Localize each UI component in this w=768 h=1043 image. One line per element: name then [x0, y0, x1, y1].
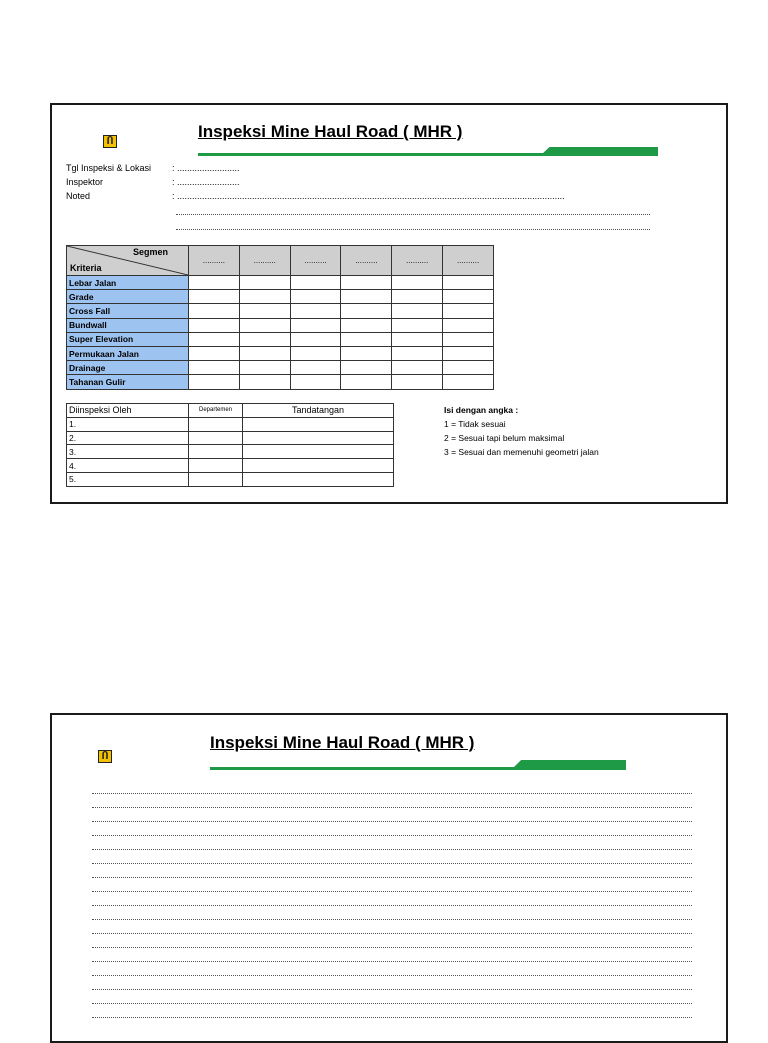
- score-cell[interactable]: [443, 375, 494, 389]
- notes-line[interactable]: [92, 835, 692, 836]
- title-accent-tab: [512, 760, 626, 769]
- score-cell[interactable]: [189, 375, 240, 389]
- table-row: [67, 346, 494, 360]
- table-row: [67, 276, 494, 290]
- form-title: Inspeksi Mine Haul Road ( MHR ): [210, 733, 475, 752]
- header-department: Departemen: [189, 404, 243, 418]
- legend-item: 3 = Sesuai dan memenuhi geometri jalan: [444, 447, 599, 457]
- notes-line[interactable]: [92, 1003, 692, 1004]
- score-cell[interactable]: [392, 304, 443, 318]
- score-cell[interactable]: [239, 361, 290, 375]
- field-label-inspector: Inspektor: [66, 177, 104, 187]
- score-cell[interactable]: [189, 361, 240, 375]
- segment-header[interactable]: ..........: [290, 246, 341, 276]
- score-cell[interactable]: [239, 375, 290, 389]
- segment-header[interactable]: ..........: [392, 246, 443, 276]
- notes-line[interactable]: [92, 1017, 692, 1018]
- notes-line[interactable]: [92, 975, 692, 976]
- inspector-name-cell[interactable]: 3.: [67, 445, 189, 459]
- criteria-label: Tahanan Gulir: [67, 375, 189, 389]
- table-row: [67, 318, 494, 332]
- score-cell[interactable]: [443, 290, 494, 304]
- header-signature: Tandatangan: [243, 404, 394, 418]
- field-label-noted: Noted: [66, 191, 91, 201]
- notes-line[interactable]: [92, 947, 692, 948]
- corner-label-segment: Segmen: [132, 247, 168, 257]
- table-row: [67, 472, 394, 486]
- score-cell[interactable]: [189, 332, 240, 346]
- score-cell[interactable]: [392, 346, 443, 360]
- segment-header[interactable]: ..........: [443, 246, 494, 276]
- score-cell[interactable]: [290, 290, 341, 304]
- score-cell[interactable]: [341, 375, 392, 389]
- signature-cell[interactable]: [243, 459, 394, 473]
- header-inspected-by: Diinspeksi Oleh: [67, 404, 189, 418]
- legend-title: Isi dengan angka :: [444, 405, 519, 415]
- score-cell[interactable]: [239, 304, 290, 318]
- company-logo-icon: Ⴖ: [98, 750, 112, 763]
- table-row: [67, 290, 494, 304]
- score-cell[interactable]: [189, 276, 240, 290]
- segment-header[interactable]: ..........: [189, 246, 240, 276]
- field-label-date-location: Tgl Inspeksi & Lokasi: [66, 163, 152, 173]
- inspector-name-cell[interactable]: 1.: [67, 417, 189, 431]
- notes-line[interactable]: [92, 891, 692, 892]
- score-cell[interactable]: [290, 304, 341, 318]
- notes-line[interactable]: [92, 961, 692, 962]
- notes-form-card: [50, 713, 728, 1043]
- department-cell[interactable]: [189, 431, 243, 445]
- segment-header[interactable]: ..........: [239, 246, 290, 276]
- score-cell[interactable]: [392, 361, 443, 375]
- corner-label-criteria: Kriteria: [70, 263, 102, 273]
- score-cell[interactable]: [443, 276, 494, 290]
- score-cell[interactable]: [290, 332, 341, 346]
- score-cell[interactable]: [392, 332, 443, 346]
- score-cell[interactable]: [341, 318, 392, 332]
- inspector-name-cell[interactable]: 5.: [67, 472, 189, 486]
- field-value-date-location[interactable]: : .........................: [172, 163, 240, 173]
- score-cell[interactable]: [341, 361, 392, 375]
- table-row: [67, 304, 494, 318]
- score-cell[interactable]: [239, 318, 290, 332]
- table-row: [67, 417, 394, 431]
- score-cell[interactable]: [290, 318, 341, 332]
- field-value-noted[interactable]: : ...........................................................................................................................................................: [172, 191, 565, 201]
- legend-item: 1 = Tidak sesuai: [444, 419, 506, 429]
- score-cell[interactable]: [443, 346, 494, 360]
- notes-line[interactable]: [92, 877, 692, 878]
- notes-line[interactable]: [92, 919, 692, 920]
- notes-line[interactable]: [92, 807, 692, 808]
- score-cell[interactable]: [392, 290, 443, 304]
- noted-continuation-line[interactable]: [176, 229, 650, 230]
- score-cell[interactable]: [341, 346, 392, 360]
- inspector-name-cell[interactable]: 2.: [67, 431, 189, 445]
- table-row: [67, 431, 394, 445]
- criteria-label: Permukaan Jalan: [67, 346, 189, 360]
- criteria-label: Bundwall: [67, 318, 189, 332]
- score-cell[interactable]: [392, 318, 443, 332]
- inspection-form-card: [50, 103, 728, 504]
- notes-line[interactable]: [92, 849, 692, 850]
- notes-line[interactable]: [92, 989, 692, 990]
- criteria-label: Lebar Jalan: [67, 276, 189, 290]
- score-cell[interactable]: [341, 290, 392, 304]
- form-title: Inspeksi Mine Haul Road ( MHR ): [198, 122, 463, 141]
- score-cell[interactable]: [443, 304, 494, 318]
- signature-cell[interactable]: [243, 417, 394, 431]
- score-cell[interactable]: [239, 332, 290, 346]
- notes-line[interactable]: [92, 821, 692, 822]
- signature-cell[interactable]: [243, 431, 394, 445]
- signature-cell[interactable]: [243, 472, 394, 486]
- department-cell[interactable]: [189, 417, 243, 431]
- score-cell[interactable]: [239, 276, 290, 290]
- department-cell[interactable]: [189, 459, 243, 473]
- criteria-label: Grade: [67, 290, 189, 304]
- noted-continuation-line[interactable]: [176, 214, 650, 215]
- criteria-label: Super Elevation: [67, 332, 189, 346]
- score-cell[interactable]: [290, 346, 341, 360]
- notes-line[interactable]: [92, 905, 692, 906]
- criteria-label: Drainage: [67, 361, 189, 375]
- table-row: [67, 361, 494, 375]
- score-cell[interactable]: [392, 276, 443, 290]
- score-cell[interactable]: [341, 332, 392, 346]
- score-cell[interactable]: [341, 304, 392, 318]
- score-cell[interactable]: [392, 375, 443, 389]
- segment-header[interactable]: ..........: [341, 246, 392, 276]
- score-cell[interactable]: [239, 290, 290, 304]
- score-cell[interactable]: [189, 304, 240, 318]
- score-cell[interactable]: [290, 361, 341, 375]
- score-cell[interactable]: [290, 276, 341, 290]
- score-cell[interactable]: [443, 332, 494, 346]
- table-row: [67, 459, 394, 473]
- score-cell[interactable]: [189, 318, 240, 332]
- table-row: [67, 332, 494, 346]
- field-value-inspector[interactable]: : .........................: [172, 177, 240, 187]
- score-cell[interactable]: [290, 375, 341, 389]
- inspector-name-cell[interactable]: 4.: [67, 459, 189, 473]
- score-cell[interactable]: [189, 346, 240, 360]
- legend-item: 2 = Sesuai tapi belum maksimal: [444, 433, 565, 443]
- notes-line[interactable]: [92, 793, 692, 794]
- notes-line[interactable]: [92, 863, 692, 864]
- signature-table: [66, 403, 394, 487]
- criteria-label: Cross Fall: [67, 304, 189, 318]
- score-cell[interactable]: [443, 318, 494, 332]
- department-cell[interactable]: [189, 445, 243, 459]
- table-row: [67, 375, 494, 389]
- company-logo-icon: Ⴖ: [103, 135, 117, 148]
- table-corner-header: [67, 246, 189, 276]
- score-cell[interactable]: [443, 361, 494, 375]
- table-row: [67, 445, 394, 459]
- score-cell[interactable]: [239, 346, 290, 360]
- score-cell[interactable]: [341, 276, 392, 290]
- score-cell[interactable]: [189, 290, 240, 304]
- title-accent-tab: [540, 147, 658, 156]
- department-cell[interactable]: [189, 472, 243, 486]
- criteria-segment-table: [66, 245, 494, 390]
- notes-line[interactable]: [92, 933, 692, 934]
- signature-cell[interactable]: [243, 445, 394, 459]
